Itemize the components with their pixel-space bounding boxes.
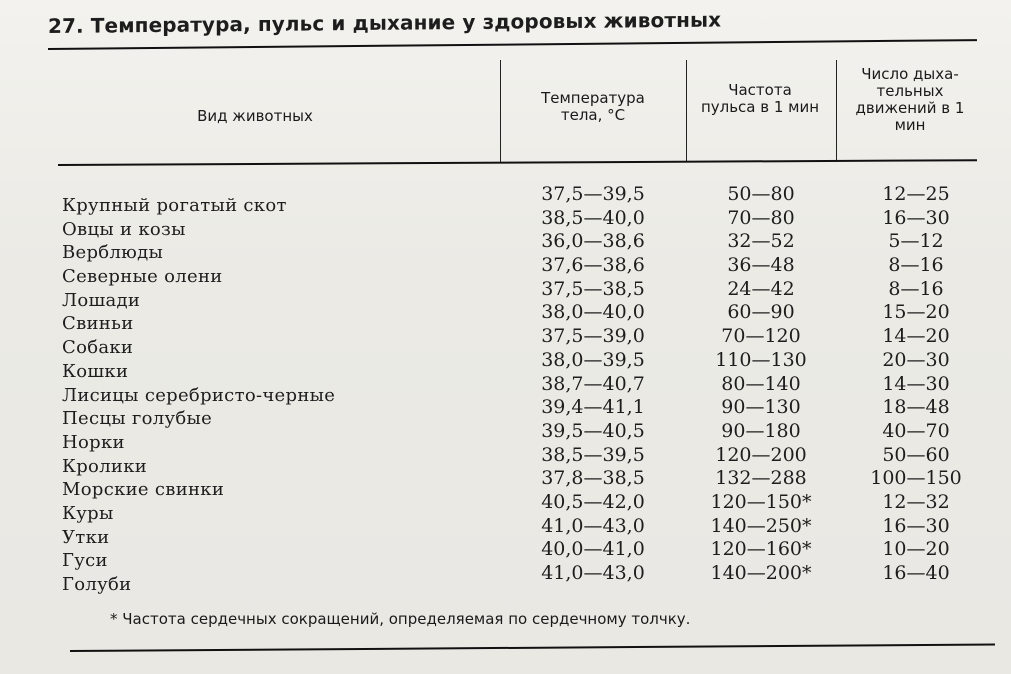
table-row bbox=[0, 182, 1011, 216]
pulse-value: 110—130 bbox=[715, 348, 807, 371]
respiration-value: 14—20 bbox=[882, 325, 950, 348]
temperature-value: 40,0—41,0 bbox=[541, 538, 645, 561]
respiration-value: 8—16 bbox=[888, 277, 944, 300]
temperature-value: 37,5—39,5 bbox=[541, 183, 645, 205]
pulse-value: 120—150* bbox=[710, 490, 812, 513]
temperature-value: 41,0—43,0 bbox=[541, 562, 645, 584]
respiration-value: 8—16 bbox=[888, 254, 944, 277]
animal-name: Морские свинки bbox=[62, 479, 225, 501]
temperature-value: 38,5—40,0 bbox=[541, 206, 645, 229]
pulse-value: 120—200 bbox=[715, 443, 807, 466]
table-row bbox=[0, 419, 1011, 453]
column-divider bbox=[836, 60, 837, 162]
temperature-value: 40,5—42,0 bbox=[541, 490, 645, 513]
respiration-value: 20—30 bbox=[882, 348, 950, 371]
pulse-value: 140—200* bbox=[710, 562, 812, 584]
temperature-value: 41,0—43,0 bbox=[541, 514, 645, 537]
header-pulse: Частота пульса в 1 мин bbox=[700, 81, 820, 116]
respiration-value: 16—30 bbox=[882, 514, 950, 537]
table-row bbox=[0, 253, 1011, 288]
respiration-value: 12—25 bbox=[882, 183, 950, 205]
header-respiration: Число дыха- тельных движений в 1 мин bbox=[855, 65, 965, 134]
animal-name: Овцы и козы bbox=[62, 218, 186, 240]
column-divider bbox=[500, 60, 501, 162]
temperature-value: 39,5—40,5 bbox=[541, 419, 645, 442]
table-row bbox=[0, 466, 1011, 501]
animal-name: Кошки bbox=[62, 360, 129, 382]
animal-name: Лошади bbox=[62, 289, 141, 311]
temperature-value: 39,4—41,1 bbox=[541, 396, 645, 419]
footnote: * Частота сердечных сокращений, определяемая по сердечному толчку. bbox=[110, 610, 691, 628]
table-row bbox=[0, 277, 1011, 311]
header-temperature: Температура тела, °C bbox=[541, 89, 645, 124]
table-title: 27. Температура, пульс и дыхание у здоровых животных bbox=[48, 7, 722, 39]
table-body bbox=[0, 182, 1011, 595]
pulse-value: 120—160* bbox=[710, 538, 812, 561]
animal-name: Лисицы серебристо-черные bbox=[62, 384, 336, 406]
temperature-value: 38,5—39,5 bbox=[541, 443, 645, 466]
animal-name: Кролики bbox=[62, 455, 148, 477]
respiration-value: 12—32 bbox=[882, 490, 950, 513]
pulse-value: 70—120 bbox=[721, 325, 801, 348]
animal-name: Верблюды bbox=[62, 242, 164, 264]
respiration-value: 40—70 bbox=[882, 419, 950, 442]
animal-name: Северные олени bbox=[62, 266, 223, 288]
pulse-value: 24—42 bbox=[727, 277, 795, 300]
table-row bbox=[0, 372, 1011, 406]
table-row bbox=[0, 561, 1011, 595]
respiration-value: 14—30 bbox=[882, 372, 950, 395]
table-row bbox=[0, 229, 1011, 264]
pulse-value: 60—90 bbox=[727, 301, 795, 324]
header-rule bbox=[58, 159, 977, 166]
pulse-value: 36—48 bbox=[727, 254, 795, 277]
bottom-rule bbox=[70, 644, 995, 652]
respiration-value: 100—150 bbox=[870, 467, 962, 490]
header-animal-kind: Вид животных bbox=[197, 107, 313, 125]
respiration-value: 5—12 bbox=[888, 230, 944, 253]
table-row bbox=[0, 537, 1011, 572]
temperature-value: 37,8—38,5 bbox=[541, 467, 645, 490]
pulse-value: 90—130 bbox=[721, 396, 801, 419]
table-row bbox=[0, 514, 1011, 548]
table-row bbox=[0, 490, 1011, 524]
respiration-value: 16—30 bbox=[882, 206, 950, 229]
temperature-value: 38,7—40,7 bbox=[541, 372, 645, 395]
pulse-value: 140—250* bbox=[710, 514, 812, 537]
pulse-value: 70—80 bbox=[727, 206, 795, 229]
column-divider bbox=[686, 60, 687, 162]
pulse-value: 50—80 bbox=[727, 183, 795, 205]
pulse-value: 32—52 bbox=[727, 230, 795, 253]
temperature-value: 38,0—39,5 bbox=[541, 348, 645, 371]
animal-name: Голуби bbox=[62, 574, 132, 595]
respiration-value: 16—40 bbox=[882, 562, 950, 584]
top-rule bbox=[48, 39, 977, 50]
pulse-value: 132—288 bbox=[715, 467, 807, 490]
animal-name: Куры bbox=[62, 502, 114, 524]
temperature-value: 36,0—38,6 bbox=[541, 230, 645, 253]
table-row bbox=[0, 206, 1011, 240]
animal-name: Крупный рогатый скот bbox=[62, 195, 287, 216]
animal-name: Утки bbox=[62, 526, 110, 548]
temperature-value: 37,6—38,6 bbox=[541, 254, 645, 277]
respiration-value: 50—60 bbox=[882, 443, 950, 466]
respiration-value: 10—20 bbox=[882, 538, 950, 561]
respiration-value: 18—48 bbox=[882, 396, 950, 419]
table-row bbox=[0, 348, 1011, 382]
table-row bbox=[0, 300, 1011, 335]
pulse-value: 90—180 bbox=[721, 419, 801, 442]
table-row bbox=[0, 324, 1011, 359]
animal-name: Гуси bbox=[62, 550, 108, 572]
temperature-value: 37,5—39,0 bbox=[541, 325, 645, 348]
temperature-value: 37,5—38,5 bbox=[541, 277, 645, 300]
animal-name: Свиньи bbox=[62, 313, 134, 335]
respiration-value: 15—20 bbox=[882, 301, 950, 324]
table-row bbox=[0, 395, 1011, 430]
table-row bbox=[0, 443, 1011, 477]
temperature-value: 38,0—40,0 bbox=[541, 301, 645, 324]
animal-name: Норки bbox=[62, 431, 125, 453]
animal-name: Собаки bbox=[62, 337, 134, 359]
animal-name: Песцы голубые bbox=[62, 408, 213, 430]
pulse-value: 80—140 bbox=[721, 372, 801, 395]
